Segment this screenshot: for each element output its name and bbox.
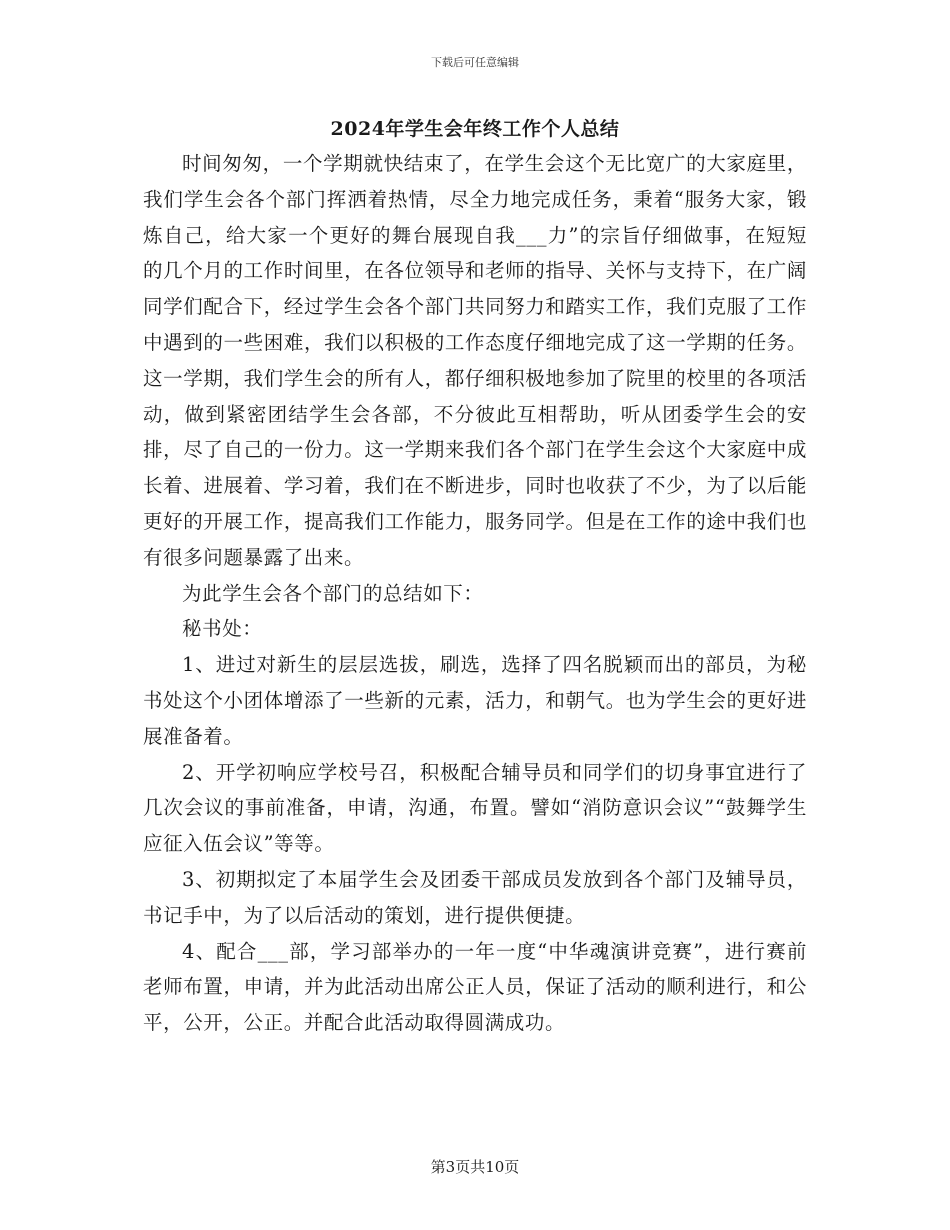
paragraph-item-3: 3、初期拟定了本届学生会及团委干部成员发放到各个部门及辅导员，书记手中，为了以后活动的策划，进行提供便捷。 [143,867,807,927]
header-note: 下载后可任意编辑 [431,56,519,69]
paragraph-intro: 时间匆匆，一个学期就快结束了，在学生会这个无比宽广的大家庭里，我们学生会各个部门挥洒着热情，尽全力地完成任务，秉着“服务大家，锻炼自己，给大家一个更好的舞台展现自我___力”的宗旨仔细做事，在短短的几个月的工作时间里，在各位领导和老师的指导、关怀与支持下，在广阔同学们配合下，经过学生会各个部门共同努力和踏实工作，我们克服了工作中遇到的一些困难，我们以积极的工作态度仔细地完成了这一学期的任务。这一学期，我们学生会的所有人，都仔细积极地参加了院里的校里的各项活动，做到紧密团结学生会各部，不分彼此互相帮助，听从团委学生会的安排，尽了自己的一份力。这一学期来我们各个部门在学生会这个大家庭中成长着、进展着、学习着，我们在不断进步，同时也收获了不少，为了以后能更好的开展工作，提高我们工作能力，服务同学。但是在工作的途中我们也有很多问题暴露了出来。 [143,152,807,569]
paragraph-summary-lead: 为此学生会各个部门的总结如下： [182,581,484,605]
paragraph-item-2: 2、开学初响应学校号召，积极配合辅导员和同学们的切身事宜进行了几次会议的事前准备，申请，沟通，布置。譬如“消防意识会议”“鼓舞学生应征入伍会议”等等。 [143,760,807,856]
paragraph-item-4: 4、配合___部，学习部举办的一年一度“中华魂演讲竞赛”，进行赛前老师布置，申请，并为此活动出席公正人员，保证了活动的顺利进行，和公平，公开，公正。并配合此活动取得圆满成功。 [143,939,807,1035]
paragraph-item-1: 1、进过对新生的层层选拔，刷选，选择了四名脱颖而出的部员，为秘书处这个小团体增添了一些新的元素，活力，和朝气。也为学生会的更好进展准备着。 [143,653,807,748]
document-body [143,146,807,1041]
document-title: 2024年学生会年终工作个人总结 [330,118,620,140]
page-footer: 第3页共10页 [430,1158,520,1176]
paragraph-section-heading: 秘书处： [182,617,263,641]
